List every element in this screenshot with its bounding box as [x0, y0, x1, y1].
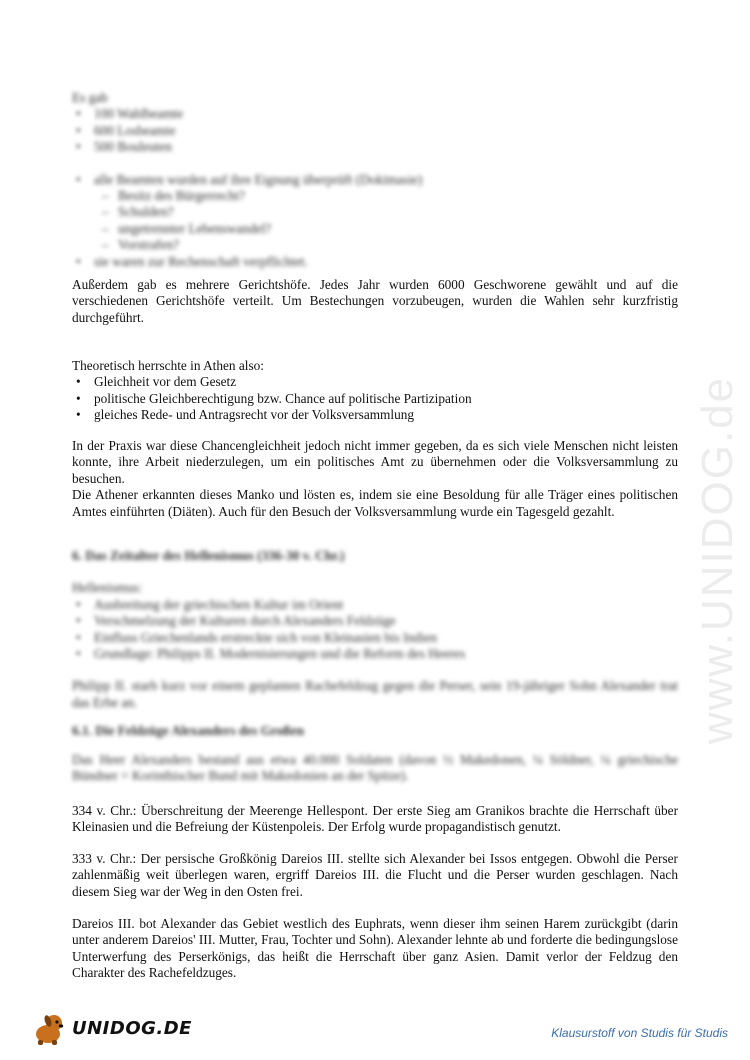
dareios-block: [72, 916, 678, 982]
unidog-logo: [28, 1012, 192, 1046]
diaeten-paragraph: Die Athener erkannten dieses Manko und lösten es, indem sie eine Besoldung für alle Träger eines politischen Amtes einführten (Diäten). Auch für den Besuch der Volksversammlung wurde ein Tagesgeld gezahlt.: [72, 487, 678, 519]
list-item: • gleiches Rede- und Antragsrecht vor der Volksversammlung: [72, 407, 678, 423]
list-item: • Ausbreitung der griechischen Kultur im Orient: [72, 597, 678, 613]
list-item: • Einfluss Griechenlands erstreckte sich von Kleinasien bis Indien: [72, 630, 678, 646]
sub-list-item: – ungetrennter Lebenswandel?: [72, 221, 678, 237]
practice-block: [72, 438, 678, 520]
list-item: • Gleichheit vor dem Gesetz: [72, 374, 678, 390]
hellenism-list: [72, 597, 678, 663]
courts-paragraph-block: [72, 277, 678, 326]
theory-list: [72, 374, 678, 423]
philipp-paragraph: Philipp II. starb kurz vor einem geplanten Rachefeldzug gegen die Perser, sein 19-jähriger Sohn Alexander trat das Erbe an.: [72, 678, 678, 710]
list-item: • Grundlage: Philipps II. Modernisierungen und die Reform des Heeres: [72, 646, 678, 662]
event-334-block: [72, 803, 678, 836]
blurred-officials-list: [72, 90, 678, 270]
watermark-text: www.UNIDOG.de: [693, 375, 742, 745]
hellenism-intro: Hellenismus:: [72, 580, 143, 596]
officials-bullets: [72, 106, 678, 155]
army-paragraph: Das Heer Alexanders bestand aus etwa 40.000 Soldaten (davon ½ Makedonen, ¼ Söldner, ¼ griechische Bündner = Korinthischer Bund mit Makedonien an der Spitze).: [72, 751, 678, 784]
logo-text: UNIDOG.DE: [72, 1018, 192, 1039]
list-item: • sie waren zur Rechenschaft verpflichtet.: [72, 254, 678, 270]
event-333-block: [72, 851, 678, 900]
theory-block: [72, 358, 678, 424]
blurred-intro: Es gab: [72, 90, 108, 105]
list-item: • Verschmelzung der Kulturen durch Alexanders Feldzüge: [72, 613, 678, 629]
footer-tagline: Klausurstoff von Studis für Studis: [551, 1026, 728, 1040]
section-heading: 6. Das Zeitalter des Hellenismus (336-30 v. Chr.): [72, 548, 345, 563]
list-item: • 500 Bouleuten: [72, 139, 678, 155]
watermark: [688, 375, 748, 745]
practice-paragraph: In der Praxis war diese Chancengleichheit jedoch nicht immer gegeben, da es sich viele Menschen nicht leisten konnte, ihre Arbeit niederzulegen, um ein politisches Amt zu übernehmen oder die Volksversammlung zu besuchen.: [72, 438, 678, 486]
blurred-hellenism-section: [72, 548, 678, 784]
event-333-paragraph: 333 v. Chr.: Der persische Großkönig Dareios III. stellte sich Alexander bei Issos entgegen. Obwohl die Perser zahlenmäßig weit überlegen waren, ergriff Dareios III. die Flucht und die Perser wurden geschlagen. Nach diesem Sieg war der Weg in den Osten frei.: [72, 851, 678, 899]
sub-list-item: – Vorstrafen?: [72, 237, 678, 253]
dareios-paragraph: Dareios III. bot Alexander das Gebiet westlich des Euphrats, wenn dieser ihm seinen Harem zurückgibt (darin unter anderem Dareios' III. Mutter, Frau, Tochter und Sohn). Alexander lehnte ab und forderte die bedingungslose Unterwerfung des Perserkönigs, das heißt die Herrschaft über ganz Asien. Damit verlor der Feldzug den Charakter des Rachefeldzuges.: [72, 916, 678, 981]
list-item: • politische Gleichberechtigung bzw. Chance auf politische Partizipation: [72, 391, 678, 407]
courts-paragraph: Außerdem gab es mehrere Gerichtshöfe. Jedes Jahr wurden 6000 Geschworene gewählt und auf die verschiedenen Gerichtshöfe verteilt. Um Bestechungen vorzubeugen, wurden die Wahlen sehr kurzfristig durchgeführt.: [72, 277, 678, 325]
list-item: • alle Beamten wurden auf ihre Eignung überprüft (Dokimasie): [72, 172, 678, 188]
sub-list-item: – Besitz des Bürgerrecht?: [72, 188, 678, 204]
list-item: • 600 Losbeamte: [72, 123, 678, 139]
event-334-paragraph: 334 v. Chr.: Überschreitung der Meerenge Hellespont. Der erste Sieg am Granikos brachte die Herrschaft über Kleinasien und die Befreiung der Küstenpoleis. Der Erfolg wurde propagandistisch genutzt.: [72, 803, 678, 835]
check-bullets: [72, 172, 678, 270]
subsection-heading: 6.1. Die Feldzüge Alexanders des Großen: [72, 723, 305, 739]
dog-icon: [28, 1012, 68, 1046]
sub-list-item: – Schulden?: [72, 204, 678, 220]
list-item: • 100 Wahlbeamte: [72, 106, 678, 122]
theory-intro: Theoretisch herrschte in Athen also:: [72, 358, 265, 373]
